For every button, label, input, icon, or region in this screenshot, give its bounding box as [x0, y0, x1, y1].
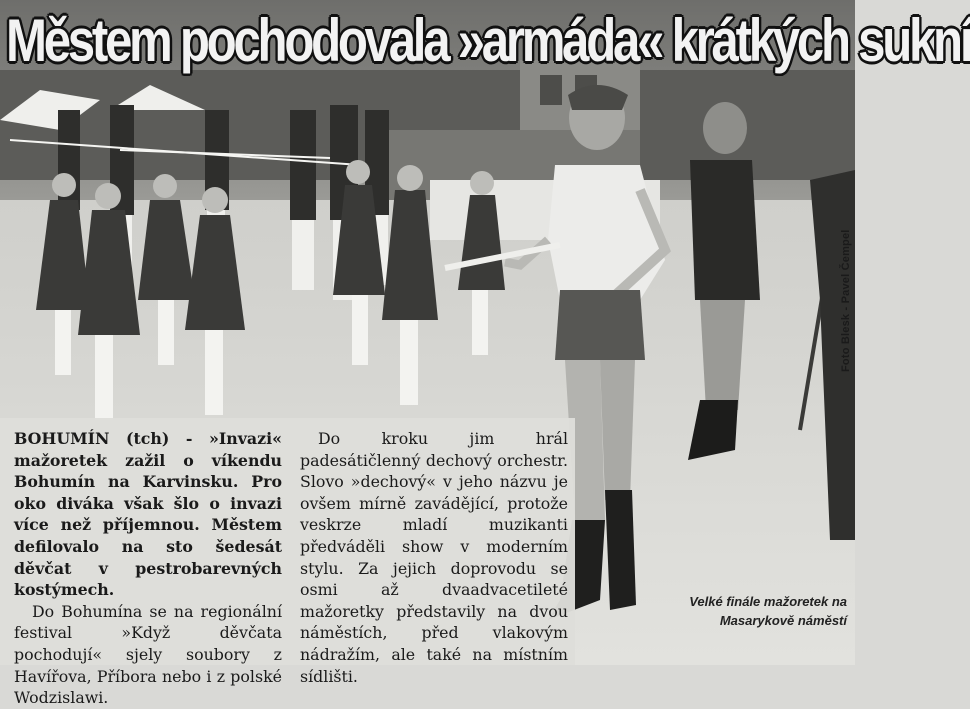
body-paragraph-1: Do Bohumína se na regionální festival »Když děvčata pochodují« sjely soubory z Havířova, Příbora nebo i z polské Wodzislawi. — [14, 601, 282, 708]
headline: Městem pochodovala »armáda« krátkých sukní — [6, 7, 970, 74]
body-paragraph-2: Do kroku jim hrál padesátičlenný dechový orchestr. Slovo »dechový« v jeho názvu je ovšem mírně zavádějící, protože veskrze mladí muzikanti předváděli show v moderním stylu. Za jejich doprovodu se osmi až dvaadvacetileté mažoretky představily na dvou náměstích, před vlakovým nádražím, ale také na místním sídlišti. — [300, 429, 568, 686]
lead-paragraph: BOHUMÍN (tch) - »Invazi« mažoretek zažil o víkendu Bohumín na Karvinsku. Pro oko diváka však šlo o invazi více než příjemnou. Městem defilovalo na sto šedesát děvčat v pestrobarevných kostýmech. — [14, 429, 282, 600]
text-column-2 — [300, 428, 568, 687]
text-column-1 — [14, 428, 282, 709]
photo-caption: Velké finále mažoretek na Masarykově náměstí — [689, 594, 847, 628]
photo-credit: Foto Blesk - Pavel Čempel — [840, 229, 852, 372]
